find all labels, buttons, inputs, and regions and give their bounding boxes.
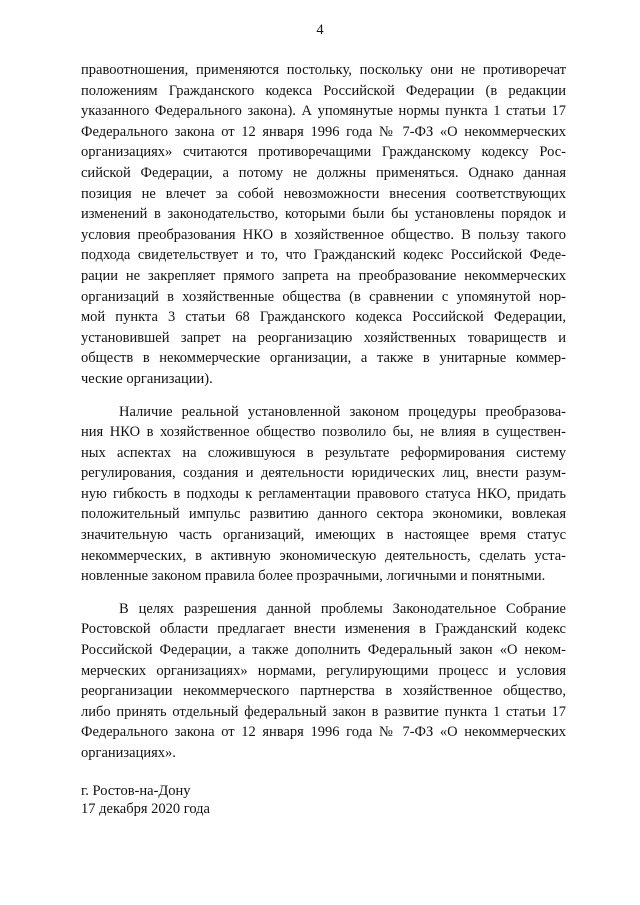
text-line: установившей запрет на реорганизацию хозяйственных товариществ и [81,329,566,346]
text-line: Российской Федерации, а также дополнить Федеральный закон «О неком- [81,642,566,659]
text-line: новленные законом правила более прозрачными, логичными и понятными. [81,568,546,585]
text-line: мой пункта 3 статьи 68 Гражданского кодекса Российской Федерации, [81,309,566,326]
text-line: правоотношения, применяются постольку, поскольку они не противоречат [81,62,566,78]
text-line: ческие организации). [81,370,213,387]
text-line: условия преобразования НКО в хозяйственное общество. В пользу такого [81,226,566,243]
text-line: регулирования, создания и деятельности юридических лиц, внести разум- [81,465,566,482]
text-line: ных аспектах на сложившуюся в результате реформирования систему [81,444,566,461]
text-line: подхода свидетельствует и то, что Гражданский кодекс Российской Феде- [81,247,566,264]
text-line: позиция не влечет за собой невозможности внесения соответствующих [81,185,566,202]
text-line: положительный импульс развитию данного сектора экономики, вовлекая [81,506,566,523]
text-line: мерческих организациях» нормами, регулирующими процесс и условия [81,662,566,679]
text-line: организациях». [81,745,176,761]
text-line: либо принять отдельный федеральный закон в развитие пункта 1 статьи 17 [81,703,566,720]
signoff-place: г. Ростов-на-Дону [81,782,191,799]
text-line: В целях разрешения данной проблемы Законодательное Собрание [119,600,566,617]
signoff-date: 17 декабря 2020 года [81,800,210,817]
text-line: Наличие реальной установленной законом процедуры преобразова- [119,403,566,420]
document-body [81,60,566,818]
text-line: Федерального закона от 12 января 1996 года № 7-ФЗ «О некоммерческих [81,123,566,140]
text-line: организациях» считаются противоречащими Гражданскому кодексу Рос- [81,144,566,161]
paragraph-proposal [81,599,566,764]
text-line: указанного Федерального закона). А упомянутые нормы пункта 1 статьи 17 [81,103,566,120]
text-line: организаций в хозяйственные общества (в сравнении с упомянутой нор- [81,288,566,305]
text-line: Федерального закона от 12 января 1996 года № 7-ФЗ «О некоммерческих [81,724,566,741]
signoff-block [81,782,566,818]
text-line: значительную часть организаций, имеющих в настоящее время статус [81,527,566,544]
text-line: изменений в законодательство, которыми были бы установлены порядок и [81,206,566,223]
paragraph-continued [81,60,566,390]
text-line: рации не закрепляет прямого запрета на преобразование некоммерческих [81,267,566,284]
text-line: обществ в некоммерческие организации, а также в унитарные коммер- [81,350,566,367]
text-line: положениям Гражданского кодекса Российской Федерации (в редакции [81,82,566,99]
text-line: ную гибкость в подходы к регламентации правового статуса НКО, придать [81,485,566,502]
text-line: ния НКО в хозяйственное общество позволило бы, не влияя в существен- [81,424,566,441]
text-line: реорганизации некоммерческого партнерства в хозяйственное общество, [81,683,566,700]
page-number: 4 [316,22,324,38]
text-line: Ростовской области предлагает внести изменения в Гражданский кодекс [81,621,566,638]
text-line: некоммерческих, в активную экономическую деятельность, сделать уста- [81,547,566,564]
text-line: сийской Федерации, а потому не должны применяться. Однако данная [81,164,566,181]
paragraph-procedure [81,402,566,587]
